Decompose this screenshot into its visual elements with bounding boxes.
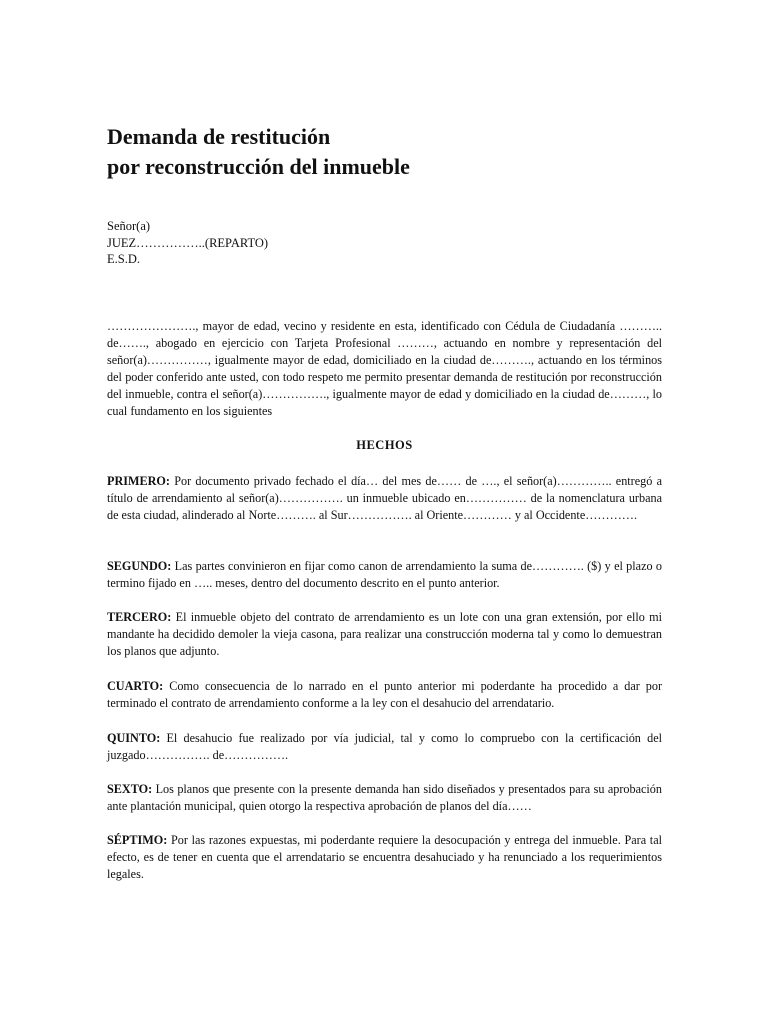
fact-paragraph-primero <box>107 473 662 524</box>
fact-label: CUARTO: <box>107 679 164 693</box>
fact-label: PRIMERO: <box>107 474 170 488</box>
fact-paragraph-tercero <box>107 609 662 660</box>
fact-paragraph-segundo <box>107 558 662 592</box>
addressee-line-1: Señor(a) <box>107 219 151 233</box>
addressee-line-2: JUEZ……………..(REPARTO) <box>107 235 269 250</box>
fact-label: QUINTO: <box>107 731 161 745</box>
fact-text: Por las razones expuestas, mi poderdante requiere la desocupación y entrega del inmueble. Para tal efecto, es de tener en cuenta que el arrendatario se encuentra desahuciado y ha renunciado a los requerimientos legales. <box>107 833 662 881</box>
fact-label: SEGUNDO: <box>107 559 172 573</box>
addressee-line-3: E.S.D. <box>107 252 140 266</box>
fact-label: TERCERO: <box>107 610 172 624</box>
document-title <box>107 122 662 182</box>
fact-paragraph-septimo <box>107 832 662 883</box>
addressee-block <box>107 218 268 268</box>
fact-label: SÉPTIMO: <box>107 833 168 847</box>
fact-text: Los planos que presente con la presente demanda han sido diseñados y presentados para su aprobación ante plantación municipal, quien otorgo la respectiva aprobación de planos del día…… <box>107 782 662 813</box>
fact-paragraph-sexto <box>107 781 662 815</box>
fact-label: SEXTO: <box>107 782 153 796</box>
intro-paragraph: …………………., mayor de edad, vecino y residente en esta, identificado con Cédula de Ciudadanía ……….. de……., abogado en ejercicio con Tarjeta Profesional ………, actuando en nombre y representación del señor(a)……………, igualmente mayor de edad, domiciliado en la ciudad de………., actuando en los términos del poder conferido ante usted, con todo respeto me permito presentar demanda de restitución por reconstrucción del inmueble, contra el señor(a)……………., igualmente mayor de edad y domiciliado en la ciudad de………, lo cual fundamento en los siguientes <box>107 319 662 418</box>
fact-text: Como consecuencia de lo narrado en el punto anterior mi poderdante ha procedido a dar por terminado el contrato de arrendamiento conforme a la ley con el desahucio del arrendatario. <box>107 679 662 710</box>
title-line-1: Demanda de restitución <box>107 124 331 149</box>
fact-paragraph-quinto <box>107 730 662 764</box>
fact-text: Por documento privado fechado el día… del mes de…… de …., el señor(a)………….. entregó a título de arrendamiento al señor(a)……………. un inmueble ubicado en…………… de la nomenclatura urbana de esta ciudad, alinderado al Norte………. al Sur……………. al Oriente………… y al Occidente…………. <box>107 474 662 522</box>
section-heading-hechos: HECHOS <box>356 438 413 452</box>
title-line-2: por reconstrucción del inmueble <box>107 154 410 179</box>
fact-text: El desahucio fue realizado por vía judicial, tal y como lo compruebo con la certificación del juzgado……………. de……………. <box>107 731 662 762</box>
fact-paragraph-cuarto <box>107 678 662 712</box>
fact-text: El inmueble objeto del contrato de arrendamiento es un lote con una gran extensión, por ello mi mandante ha decidido demoler la vieja casona, para realizar una construcción moderna tal y como lo demuestran los planos que adjunto. <box>107 610 662 658</box>
fact-text: Las partes convinieron en fijar como canon de arrendamiento la suma de…………. ($) y el plazo o termino fijado en ….. meses, dentro del documento descrito en el punto anterior. <box>107 559 662 590</box>
